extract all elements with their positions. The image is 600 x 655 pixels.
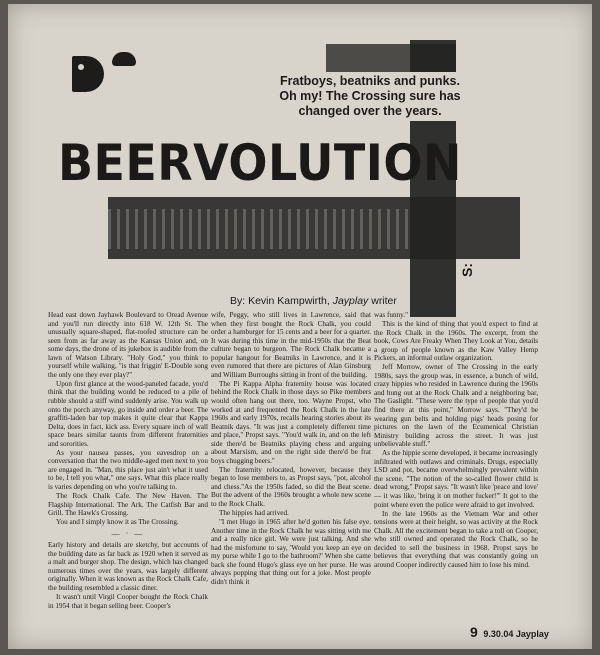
byline-prefix: By: Kevin Kampwirth, bbox=[230, 295, 333, 307]
page-number: 9 bbox=[470, 624, 478, 640]
paragraph: The Pi Kappa Alpha fraternity house was located behind the Rock Chalk in those days so Pike members would often hang out there, too. Wayne Propst, who worked at and frequented the Rock Chalk in the late 1960s and early 1970s, recalls hearing stories about its Beatnik days. "It was just a completely different time and place," Propst says. "You'd walk in, and on the left side there'd be Beatniks playing chess and arguing about Marxism, and on the right side there'd be frat boys chugging beers." bbox=[211, 379, 371, 465]
byline bbox=[230, 295, 550, 307]
paragraph: Early history and details are sketchy, but accounts of the building date as far back as 1920 when it served as a malt and burger shop. The design, which has changed numerous times over the years, was largely different originally. When it was known as the Rock Chalk Cafe, the building resembled a classic diner. bbox=[48, 541, 208, 592]
article-column-3 bbox=[374, 311, 538, 570]
paragraph: Upon first glance at the wood-paneled facade, you'd think that the building would be reduced to a pile of rubble should a stiff wind suddenly arise. You walk up onto the porch anyway, go inside and order a beer. The graffiti-laden bar top makes it quite clear that Kappa Delta, does in fact, kick ass. Every square inch of wall space bears similar taunts from different fraternities and sororities. bbox=[48, 379, 208, 448]
paragraph: As the hippie scene developed, it became increasingly infiltrated with outlaws and criminals. Drugs, especially LSD and pot, became overwhelmingly prevalent within the scene. "The notion of the so-called flower child is dead wrong," Propst says. "It wasn't like 'peace and love' — it was like, 'bring it on mother fucker!'" It got to the point where even the police were afraid to get involved. bbox=[374, 449, 538, 509]
logo-eye-icon bbox=[112, 52, 136, 66]
newspaper-page bbox=[8, 4, 592, 649]
byline-publication: Jayplay bbox=[332, 295, 369, 307]
article-column-1 bbox=[48, 311, 208, 611]
paragraph: The Rock Chalk Cafe. The New Haven. The Flagship International. The Ark. The Catfish Bar and Grill. The Hawk's Crossing. bbox=[48, 491, 208, 518]
article-column-2 bbox=[211, 311, 371, 587]
grunge-texture bbox=[108, 209, 408, 249]
paragraph: The fraternity relocated, however, because they began to lose members to, as Propst says, "pot, alcohol and chess."As the 1950s faded, so did the Beat scene. But the advent of the 1960s brought a whole new scene to the Rock Chalk. bbox=[211, 465, 371, 509]
paragraph: It wasn't until Virgil Cooper bought the Rock Chalk in 1954 that it began selling beer. Cooper's bbox=[48, 593, 208, 610]
paragraph: The hippies had arrived. bbox=[219, 509, 289, 518]
paragraph: was funny." bbox=[374, 311, 409, 319]
paragraph: wife, Peggy, who still lives in Lawrence, said that when they first bought the Rock Chalk, you could order a hamburger for 15 cents and a beer for a quarter. It was during this time in the mid-1950s that the Beat culture began to burgeon. The Rock Chalk became a popular hangout for Beatniks in Lawrence, and it is even rumored that there are pictures of Alan Ginsburg and William Burroughs sitting in front of the building. bbox=[211, 311, 371, 379]
logo-dot-icon bbox=[78, 64, 84, 70]
side-mark: S: bbox=[459, 263, 475, 277]
paragraph: As your nausea passes, you eavesdrop on a conversation that the two middle-aged men next to you are engaged in. "Man, this place just ain't what it used to be, I tell you what," one says. What this place really is varies depending on who you're talking to. bbox=[48, 448, 208, 491]
section-logo-icon bbox=[72, 56, 104, 92]
article-tagline: Fratboys, beatniks and punks. Oh my! The Crossing sure has changed over the years. bbox=[271, 72, 469, 121]
paragraph: Head east down Jayhawk Boulevard to Oread Avenue and you'll run directly into 618 W. 12th St. The unusually square-shaped, flat-roofed structure can be seen from as far away as the Kansas Union and, on some days, the drone of its jukebox is audible from the lawn of Watson Library. "Holy God," you think to yourself while walking, "is that friggin' E-Double song the only one they ever play?" bbox=[48, 311, 208, 379]
issue-label: 9.30.04 Jayplay bbox=[483, 629, 549, 639]
section-divider: — · — bbox=[111, 528, 145, 538]
paragraph: You and I simply know it as The Crossing. bbox=[56, 518, 179, 527]
byline-suffix: writer bbox=[368, 295, 397, 307]
paragraph: This is the kind of thing that you'd expect to find at the Rock Chalk in the 1960s. The excerpt, from the book, Cows Are Freaky When They Look at You, details a group of people known as the Kaw Valley Hemp Pickers, an informal outlaw organization. bbox=[374, 320, 538, 363]
paragraph: "I met Hugo in 1965 after he'd gotten his false eye. Another time in the Rock Chalk he was sitting with me and a really nice girl. We were just talking. And she had the misfortune to say, 'Would you keep an eye on my purse while I go to the bathroom?' When she came back she found Hugo's glass eye on her purse. He was always popping that thing out for a joke. Most people didn't think it bbox=[211, 518, 371, 586]
paragraph: In the late 1960s as the Vietnam War and other tensions were at their height, so was activity at the Rock Chalk. All the excitement began to take a toll on Cooper, who still owned and operated the Rock Chalk, so he decided to sell the business in 1968. Propst says he believes that everything that was constantly going on around Cooper indirectly caused him to lose his mind. bbox=[374, 509, 538, 569]
page-footer bbox=[470, 624, 549, 640]
article-headline: BEERVOLUTION bbox=[58, 134, 462, 192]
paragraph: Jeff Morrow, owner of The Crossing in the early 1980s, says the group was, in essence, a bunch of wild, crazy hippies who resided in Lawrence during the 1960s and hung out at the Rock Chalk and a neighboring bar, The Gaslight. "These were the type of people that you'd find there at this point," Morrow says. "They'd be wearing gun belts and holding pigs' heads posing for pictures on the lawn of the Ecumenical Christian Ministry building across the street. It was just unbelievable stuff." bbox=[374, 363, 538, 449]
